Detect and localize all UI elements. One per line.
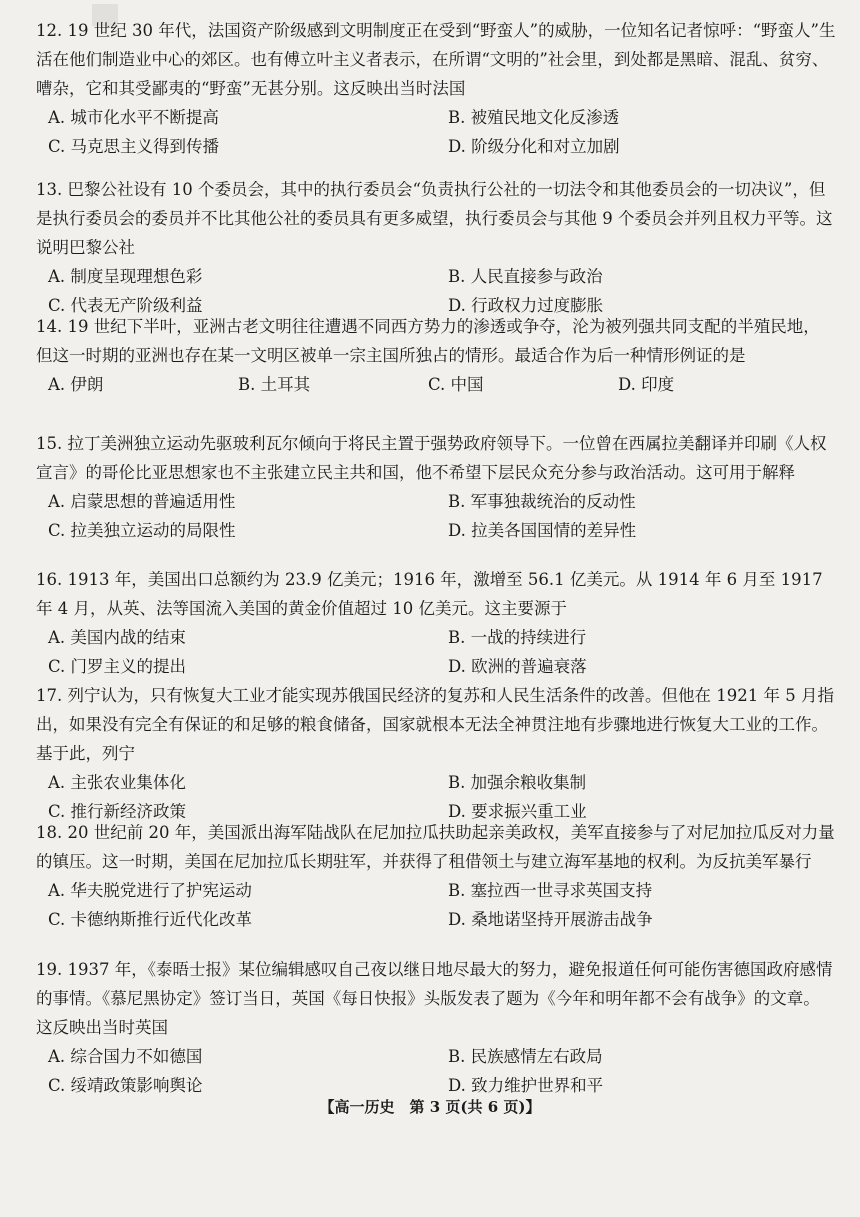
question-16 (36, 565, 836, 681)
question-18 (36, 818, 836, 934)
option-a: A. 启蒙思想的普遍适用性 (48, 492, 236, 511)
option-d: D. 要求振兴重工业 (448, 802, 587, 821)
option-d: D. 行政权力过度膨胀 (448, 296, 604, 315)
option-b: B. 人民直接参与政治 (448, 267, 603, 286)
options (36, 623, 836, 681)
option-b: B. 一战的持续进行 (448, 628, 587, 647)
option-b: B. 塞拉西一世寻求英国支持 (448, 881, 653, 900)
option-c: C. 推行新经济政策 (48, 802, 187, 821)
options (36, 103, 836, 161)
option-c: C. 绥靖政策影响舆论 (48, 1076, 203, 1095)
option-a: A. 城市化水平不断提高 (48, 108, 219, 127)
question-17 (36, 681, 836, 826)
options (36, 370, 836, 399)
question-15 (36, 429, 836, 545)
option-d: D. 拉美各国国情的差异性 (448, 521, 637, 540)
option-a: A. 综合国力不如德国 (48, 1047, 203, 1066)
option-a: A. 华夫脱党进行了护宪运动 (48, 881, 252, 900)
option-c: C. 门罗主义的提出 (48, 657, 187, 676)
question-14 (36, 312, 836, 399)
option-d: D. 桑地诺坚持开展游击战争 (448, 910, 653, 929)
option-b: B. 被殖民地文化反渗透 (448, 108, 620, 127)
question-19 (36, 955, 836, 1100)
option-c: C. 代表无产阶级利益 (48, 296, 203, 315)
question-13 (36, 175, 836, 320)
options (36, 876, 836, 934)
page-footer: 【高一历史 第 3 页(共 6 页)】 (319, 1098, 541, 1116)
question-12 (36, 16, 836, 161)
option-d: D. 印度 (618, 375, 675, 394)
question-stem: 15. 拉丁美洲独立运动先驱玻利瓦尔倾向于将民主置于强势政府领导下。一位曾在西属拉美翻译并印刷《人权宣言》的哥伦比亚思想家也不主张建立民主共和国，他不希望下层民众充分参与政治活动。这可用于解释 (36, 434, 827, 482)
option-c: C. 卡德纳斯推行近代化改革 (48, 910, 253, 929)
option-a: A. 制度呈现理想色彩 (48, 267, 203, 286)
option-b: B. 军事独裁统治的反动性 (448, 492, 636, 511)
option-a: A. 美国内战的结束 (48, 628, 186, 647)
option-c: C. 中国 (428, 375, 484, 394)
options (36, 1042, 836, 1100)
option-d: D. 致力维护世界和平 (448, 1076, 604, 1095)
option-b: B. 加强余粮收集制 (448, 773, 587, 792)
option-c: C. 马克思主义得到传播 (48, 137, 220, 156)
question-stem: 12. 19 世纪 30 年代，法国资产阶级感到文明制度正在受到“野蛮人”的威胁，一位知名记者惊呼：“野蛮人”生活在他们制造业中心的郊区。也有傅立叶主义者表示，在所谓“文明的”社会里，到处都是黑暗、混乱、贫穷、嘈杂，它和其受鄙夷的“野蛮”无甚分别。这反映出当时法国 (36, 21, 836, 98)
option-b: B. 土耳其 (238, 375, 311, 394)
option-a: A. 主张农业集体化 (48, 773, 186, 792)
option-d: D. 阶级分化和对立加剧 (448, 137, 620, 156)
question-stem: 16. 1913 年，美国出口总额约为 23.9 亿美元；1916 年，激增至 56.1 亿美元。从 1914 年 6 月至 1917 年 4 月，从英、法等国流入美国的黄金价值超过 10 亿美元。这主要源于 (36, 570, 823, 618)
question-stem: 17. 列宁认为，只有恢复大工业才能实现苏俄国民经济的复苏和人民生活条件的改善。但他在 1921 年 5 月指出，如果没有完全有保证的和足够的粮食储备，国家就根本无法全神贯注地有步骤地进行恢复大工业的工作。基于此，列宁 (36, 686, 834, 763)
option-b: B. 民族感情左右政局 (448, 1047, 603, 1066)
question-stem: 18. 20 世纪前 20 年，美国派出海军陆战队在尼加拉瓜扶助起亲美政权，美军直接参与了对尼加拉瓜反对力量的镇压。这一时期，美国在尼加拉瓜长期驻军，并获得了租借领土与建立海军基地的权利。为反抗美军暴行 (36, 823, 835, 871)
question-stem: 14. 19 世纪下半叶，亚洲古老文明往往遭遇不同西方势力的渗透或争夺，沦为被列强共同支配的半殖民地，但这一时期的亚洲也存在某一文明区被单一宗主国所独占的情形。最适合作为后一种情形例证的是 (36, 317, 820, 365)
option-c: C. 拉美独立运动的局限性 (48, 521, 236, 540)
options (36, 487, 836, 545)
option-d: D. 欧洲的普遍衰落 (448, 657, 587, 676)
option-a: A. 伊朗 (48, 375, 104, 394)
question-stem: 13. 巴黎公社设有 10 个委员会，其中的执行委员会“负责执行公社的一切法令和其他委员会的一切决议”，但是执行委员会的委员并不比其他公社的委员具有更多威望，执行委员会与其他 9 个委员会并列且权力平等。这说明巴黎公社 (36, 180, 833, 257)
question-stem: 19. 1937 年，《泰晤士报》某位编辑感叹自己夜以继日地尽最大的努力，避免报道任何可能伤害德国政府感情的事情。《慕尼黑协定》签订当日，英国《每日快报》头版发表了题为《今年和明年都不会有战争》的文章。这反映出当时英国 (36, 960, 833, 1037)
